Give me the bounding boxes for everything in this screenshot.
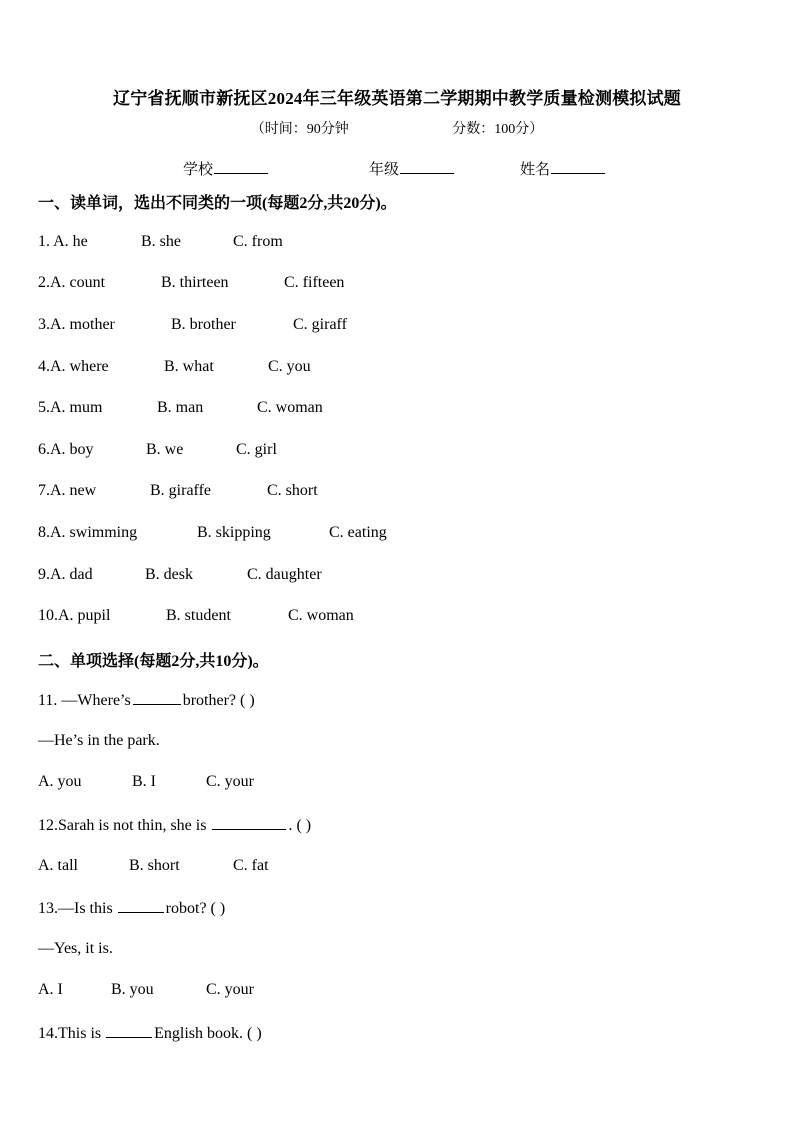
q13-option-b: B. you [111,981,154,998]
q1-option-b: B. she [141,233,181,250]
school-blank[interactable] [214,159,268,174]
q5-option-b: B. man [157,399,204,416]
exam-info [0,118,794,138]
q13-option-c: C. your [206,981,254,998]
q10-option-c: C. woman [288,607,354,624]
q11-reply: —He’s in the park. [38,732,160,749]
q4-option-b: B. what [164,358,214,375]
q14-stem-end: English book. ( ) [154,1025,262,1042]
name-blank[interactable] [551,159,605,174]
q12-stem-end: . ( ) [288,817,312,834]
q8-option-b: B. skipping [197,524,271,541]
grade-field[interactable] [369,158,454,179]
q5-option-c: C. woman [257,399,323,416]
school-label: 学校 [183,162,214,178]
q4-option-c: C. you [268,358,311,375]
q10-option-a: 10.A. pupil [38,607,111,624]
q12-stem-start: 12.Sarah is not thin, she is [38,817,207,834]
q12-option-b: B. short [129,857,180,874]
q12-blank[interactable] [212,815,286,830]
q11-option-a: A. you [38,773,82,790]
q3-option-c: C. giraff [293,316,347,333]
q9-option-b: B. desk [145,566,193,583]
q11-stem-start: 11. —Where’s [38,692,131,709]
q11-option-b: B. I [132,773,156,790]
q5-option-a: 5.A. mum [38,399,103,416]
q9-option-a: 9.A. dad [38,566,93,583]
q6-option-c: C. girl [236,441,277,458]
question-14 [38,1023,262,1043]
q13-stem-end: robot? ( ) [165,900,226,917]
question-13 [38,898,225,918]
q1-option-a: 1. A. he [38,233,88,250]
q2-option-b: B. thirteen [161,274,229,291]
q11-stem-end: brother? ( ) [182,692,255,709]
q12-option-a: A. tall [38,857,78,874]
q7-option-b: B. giraffe [150,482,212,499]
q11-blank[interactable] [133,690,181,705]
school-field[interactable] [183,158,268,179]
q3-option-b: B. brother [171,316,236,333]
q6-option-a: 6.A. boy [38,441,94,458]
q14-blank[interactable] [106,1023,152,1038]
q8-option-c: C. eating [329,524,387,541]
q12-option-c: C. fat [233,857,269,874]
section1-heading: 一、读单词，选出不同类的一项(每题2分,共20分)。 [38,195,397,212]
name-label: 姓名 [520,162,551,178]
grade-label: 年级 [369,162,400,178]
q1-option-c: C. from [233,233,283,250]
question-11 [38,690,255,710]
exam-score: 分数：100分） [452,122,544,137]
question-12 [38,815,311,835]
q9-option-c: C. daughter [247,566,322,583]
q2-option-a: 2.A. count [38,274,106,291]
q10-option-b: B. student [166,607,231,624]
q6-option-b: B. we [146,441,184,458]
grade-blank[interactable] [400,159,454,174]
q8-option-a: 8.A. swimming [38,524,138,541]
q7-option-c: C. short [267,482,318,499]
q13-reply: —Yes, it is. [38,940,113,957]
q13-blank[interactable] [118,898,164,913]
q14-stem-start: 14.This is [38,1025,102,1042]
q13-option-a: A. I [38,981,63,998]
q3-option-a: 3.A. mother [38,316,115,333]
page-title: 辽宁省抚顺市新抚区2024年三年级英语第二学期期中教学质量检测模拟试题 [113,89,681,108]
q7-option-a: 7.A. new [38,482,97,499]
q2-option-c: C. fifteen [284,274,345,291]
section2-heading: 二、单项选择(每题2分,共10分)。 [38,653,269,670]
q11-option-c: C. your [206,773,254,790]
name-field[interactable] [520,158,605,179]
exam-time: （时间：90分钟 [250,122,349,137]
q4-option-a: 4.A. where [38,358,109,375]
q13-stem-start: 13.—Is this [38,900,113,917]
